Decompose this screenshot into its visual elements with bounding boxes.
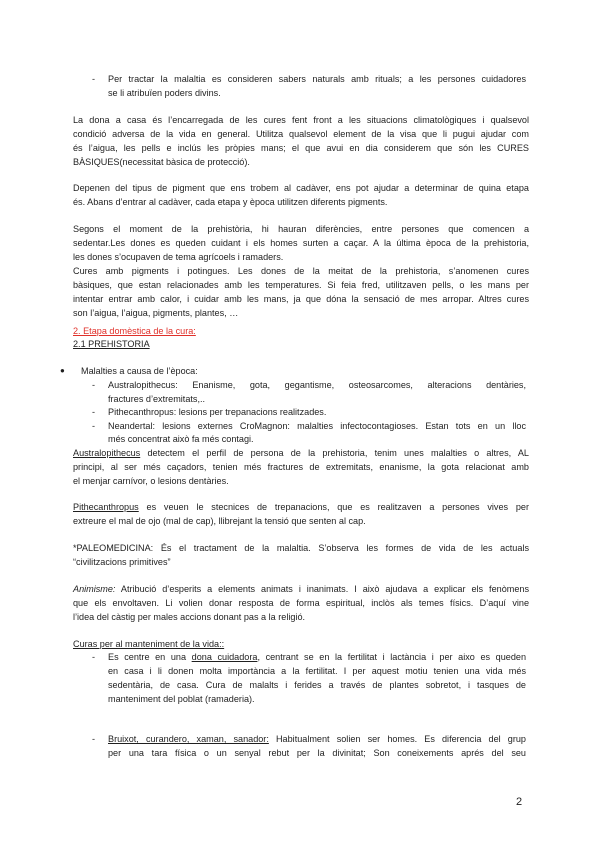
bullet-dot-icon: ●: [60, 366, 65, 375]
section-heading: 2. Etapa domèstica de la cura:: [73, 326, 196, 336]
paragraph-line: principi, al ser més caçadors, tenien més fractures de extremitats, enanisme, la gota relacionat amb: [73, 462, 529, 472]
paragraph-line: Australopithecus detectem el perfil de persona de la prehistoria, tenim unes malalties o altres, AL: [73, 448, 529, 458]
sub-item-line: manteniment del poblat (ramaderia).: [108, 694, 255, 704]
page-number: 2: [516, 796, 523, 808]
paragraph-line: el menjar carnívor, o lesions dentàries.: [73, 476, 229, 486]
sub-item-line: fractures d’extremitats,..: [108, 394, 206, 404]
list-dash: -: [92, 421, 96, 431]
paragraph-line: son l’aigua, l’aigua, pigments, plantes, …: [73, 308, 239, 318]
term: Bruixot, curandero, xaman, sanador:: [108, 734, 269, 744]
term: Australopithecus: [73, 448, 141, 458]
sub-item-line: Australopithecus: Enanisme, gota, gegantisme, osteosarcomes, alteracions dentàries,: [108, 380, 526, 390]
paragraph-line: intentar entrar amb calor, i cuidar amb les mans, ja que dóna la sensació de mes arropar. Altres cures: [73, 294, 529, 304]
paragraph-line: La dona a casa és l’encarregada de les cures fent front a les situacions climatològiques i qualsevol: [73, 115, 529, 125]
paragraph-line: “civilitzacions primitives”: [73, 557, 171, 567]
sub-item-line: Pithecanthropus: lesions per trepanacions realitzades.: [108, 407, 327, 417]
section-heading: Curas per al manteniment de la vida::: [73, 639, 225, 649]
sub-item-line: Es centre en una dona cuidadora, centrant se en la fertilitat i lactància i per aixo es queden: [108, 652, 527, 662]
paragraph-line: condició adversa de la vida en general. Utilitza qualsevol element de la visa que li pugui ajudar com: [73, 129, 529, 139]
paragraph-line: extreure el mal de ojo (mal de cap), llibrejant la tensió que senten al cap.: [73, 516, 366, 526]
paragraph-line: Depenen del tipus de pigment que ens trobem al cadàver, ens pot ajudar a determinar de quina etapa: [73, 183, 529, 193]
paragraph-line: l’idea del càstig per males accions donant pas a la religió.: [73, 612, 306, 622]
subsection-heading: 2.1 PREHISTORIA: [73, 339, 150, 349]
term: Pithecanthropus: [73, 502, 139, 512]
bullet-item: Malalties a causa de l’època:: [81, 366, 198, 376]
paragraph-line: Cures amb pigments i potingues. Les dones de la meitat de la prehistoria, s’anomenen cures: [73, 266, 529, 276]
paragraph-line: Per tractar la malaltia es consideren sabers naturals amb rituals; a les persones cuidadores: [108, 74, 526, 84]
sub-item-line: més concentrat això fa més contagi.: [108, 434, 254, 444]
paragraph-line: Animisme: Atribució d’esperits a elements animats i inanimats. I això ajudava a explicar els fenòmens: [73, 584, 529, 594]
term: dona cuidadora: [191, 652, 258, 662]
paragraph-line: sedentar.Les dones es queden cuidant i els homes surten a caçar. A la última època de la prehistoria,: [73, 238, 529, 248]
sub-item-line: per una tara física o un senyal rebut per la divinitat; Son coneixements aprés del seu: [108, 748, 526, 758]
sub-item-line: Bruixot, curandero, xaman, sanador: Habitualment solien ser homes. Es diferencia del grup: [108, 734, 526, 744]
paragraph-line: les dones s’ocupaven de tema agrícoels i ramaders.: [73, 252, 284, 262]
paragraph-line: és. Abans d’entrar al cadàver, cada etapa y època utilitzen diferents pigments.: [73, 197, 388, 207]
paragraph-line: Pithecanthropus es veuen le stecnices de trepanacions, que es realitzaven a persones vives per: [73, 502, 529, 512]
sub-item-line: en casa i li donen molta importància a la fertilitat. I per aquest motiu tenien una vida més: [108, 666, 526, 676]
paragraph-line: BÀSIQUES(necessitat bàsica de protecció).: [73, 157, 250, 167]
paragraph-line: se li atribuïen poders divins.: [108, 88, 221, 98]
paragraph-line: *PALEOMEDICINA: És el tractament de la malaltia. S’observa les formes de vida de les actuals: [73, 543, 529, 553]
list-dash: -: [92, 652, 96, 662]
list-dash: -: [92, 74, 96, 84]
term: Animisme:: [73, 584, 116, 594]
list-dash: -: [92, 380, 96, 390]
list-dash: -: [92, 407, 96, 417]
sub-item-line: sedentària, de casa. Cura de malalts i ferides a través de plantes sobretot, i tasques de: [108, 680, 526, 690]
sub-item-line: Neandertal: lesions externes CroMagnon: malalties infectocontagioses. Estan tots en un lloc: [108, 421, 526, 431]
paragraph-line: és l’aigua, les pells e inclús les pròpies mans; el que avui en dia considerem que són les CURES: [73, 143, 529, 153]
paragraph-line: Segons el moment de la prehistòria, hi hauran diferències, entre persones que comencen a: [73, 224, 529, 234]
paragraph-line: que els envoltaven. Li volien donar resposta de forma espiritual, inclòs als temes físics. D’aquí vine: [73, 598, 529, 608]
list-dash: -: [92, 734, 96, 744]
paragraph-line: bàsiques, que estan relacionades amb les temperatures. Si feia fred, utilitzaven pells, o les mans per: [73, 280, 529, 290]
